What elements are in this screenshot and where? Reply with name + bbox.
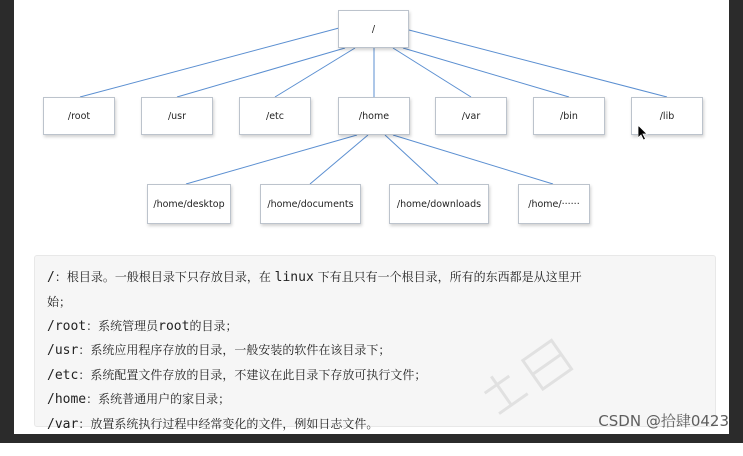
- connector-root-etc: [275, 48, 355, 97]
- node-label: /root: [67, 110, 91, 122]
- node-home-documents: [260, 184, 361, 224]
- node-label: /home/documents: [267, 198, 354, 210]
- connector-root-bin: [403, 48, 569, 97]
- desc-text: 的目录；: [189, 318, 238, 333]
- connector-home-documents: [310, 135, 368, 184]
- node-var: [435, 97, 507, 135]
- node-root-dir: [338, 10, 409, 48]
- desc-text: ：系统配置文件存放的目录，不建议在此目录下存放可执行文件；: [78, 367, 427, 382]
- desc-code: /usr: [47, 343, 79, 358]
- connector-root-lib: [409, 30, 667, 97]
- connector-home-desktop: [186, 135, 357, 184]
- desc-text: 始；: [47, 294, 72, 309]
- desc-line-usr: [47, 338, 703, 363]
- node-label: /home/desktop: [153, 198, 225, 210]
- desc-code: /etc: [47, 367, 79, 383]
- node-label: /home/······: [528, 198, 580, 210]
- connector-root-var: [393, 48, 471, 97]
- desc-text: ：放置系统执行过程中经常变化的文件，例如日志文件。: [78, 416, 379, 431]
- description-panel: [34, 255, 716, 432]
- node-root: [43, 97, 115, 135]
- node-bin: [533, 97, 605, 135]
- node-label: /var: [461, 110, 481, 122]
- node-usr: [141, 97, 213, 135]
- node-label: /usr: [167, 110, 187, 122]
- desc-line-root-dir: [47, 265, 703, 290]
- node-label: /bin: [560, 110, 578, 122]
- desc-code: /home: [47, 392, 87, 407]
- connector-home-downloads: [385, 135, 438, 184]
- desc-code: root: [158, 318, 190, 334]
- desc-text: 下有且只有一个根目录，所有的东西都是从这里开: [313, 270, 582, 284]
- desc-code: /var: [47, 416, 79, 432]
- desc-code: /: [47, 270, 55, 285]
- mouse-pointer-icon: [638, 125, 648, 141]
- node-home: [338, 97, 410, 135]
- desc-text: ：系统管理员: [86, 318, 159, 333]
- connector-root-root: [80, 28, 339, 97]
- connector-root-usr: [177, 48, 345, 97]
- node-label: /home/downloads: [396, 198, 482, 210]
- node-label: /home: [358, 110, 390, 122]
- desc-line-root: [47, 314, 703, 339]
- desc-code: linux: [274, 270, 314, 285]
- node-label: /lib: [659, 110, 675, 122]
- desc-line-root-dir-cont: [47, 290, 703, 314]
- node-home-desktop: [147, 184, 231, 224]
- desc-text: ：系统普通用户的家目录；: [86, 392, 231, 406]
- connector-home-more: [393, 135, 553, 184]
- node-home-downloads: [389, 184, 489, 224]
- node-home-more: [518, 184, 590, 224]
- desc-text: ：根目录。一般根目录下只存放目录，在: [54, 270, 275, 284]
- node-etc: [239, 97, 311, 135]
- node-root-dir-label: /: [371, 23, 376, 35]
- desc-text: ：系统应用程序存放的目录，一般安装的软件在该目录下；: [78, 343, 391, 357]
- desc-code: /root: [47, 318, 87, 334]
- csdn-watermark: CSDN @拾肆0423: [598, 412, 729, 430]
- node-label: /etc: [266, 110, 284, 122]
